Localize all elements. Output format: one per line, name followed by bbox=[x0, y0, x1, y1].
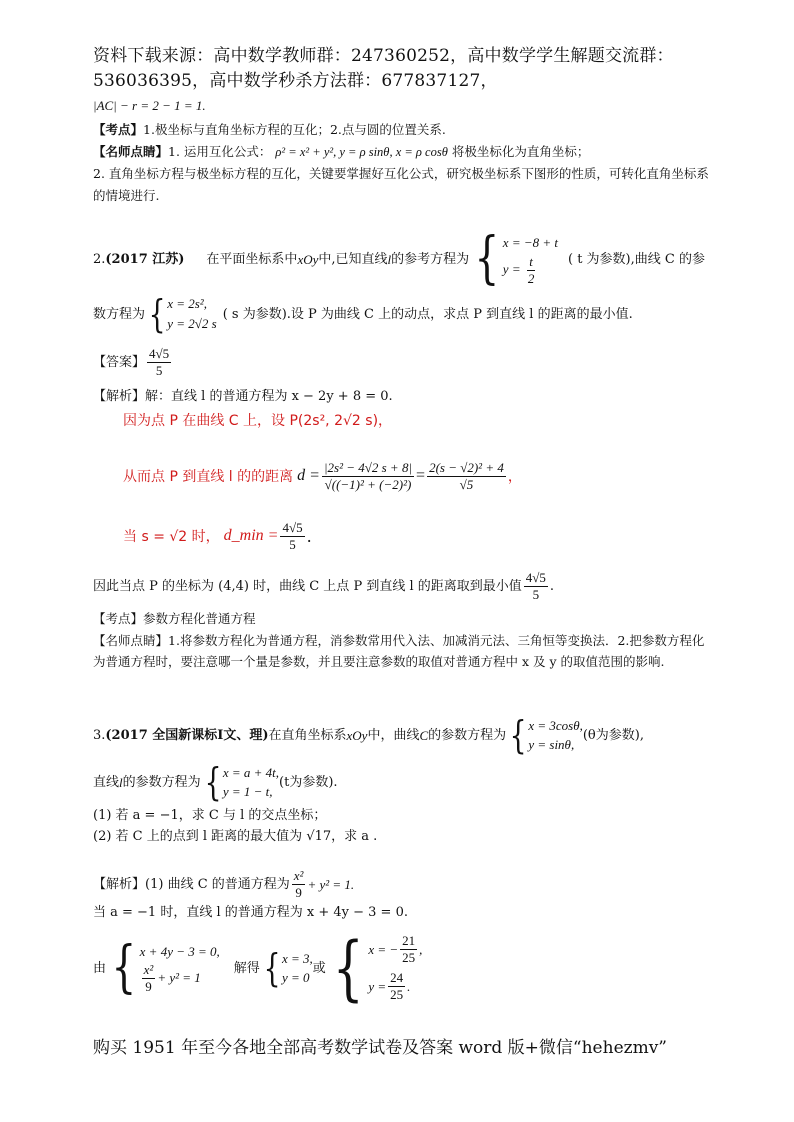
prev-mingshi: 【名师点睛】1. 运用互化公式： ρ² = x² + y², y = ρ sinθ, x = ρ cosθ 将极坐标化为直角坐标； bbox=[93, 144, 590, 159]
q3-line: 直线 l 的参数方程为 { x = a + 4t, y = 1 − t, (t为参数). bbox=[93, 760, 338, 804]
q2-red-step-1: 因为点 P 在曲线 C 上，设 P(2s², 2√2 s)， bbox=[123, 413, 393, 429]
prev-kaodian: 【考点】1.极坐标与直角坐标方程的互化；2.点与圆的位置关系. bbox=[93, 122, 446, 137]
q2-line-system: { x = −8 + t y = $\frac{t}{2}$ bbox=[474, 226, 558, 291]
purchase-footer: 购买 1951 年至今各地全部高考数学试卷及答案 word 版+微信“hehezmv” bbox=[93, 1038, 667, 1058]
q3-line-system: { x = a + 4t, y = 1 − t, bbox=[204, 760, 280, 804]
q3-sub-1: (1) 若 a = −1，求 C 与 l 的交点坐标； bbox=[93, 808, 327, 823]
prev-mingshi-2: 2. 直角坐标方程与极坐标方程的互化，关键要掌握好互化公式，研究极坐标系下图形的性质，可转化直角坐标系的情境进行. bbox=[93, 166, 709, 203]
q2-answer: 【答案】 $\frac{4√5}{5}$ bbox=[93, 346, 170, 378]
header-line-2: 536036395，高中数学秒杀方法群：677837127， bbox=[93, 71, 498, 91]
source-header bbox=[93, 44, 713, 94]
q2-mingshi: 【名师点睛】1.将参数方程化为普通方程，消参数常用代入法、加减消元法、三角恒等变换法．2.把参数方程化为普通方程时，要注意哪一个量是参数，并且要注意参数的取值对普通方程中 x 及 y 的取值范围的影响. bbox=[93, 633, 705, 669]
q3-stem: 3. (2017 全国新课标Ⅰ文、理) 在直角坐标系 xOy 中，曲线 C 的参数方程为 { x = 3cosθ, y = sinθ, (θ为参数), bbox=[93, 713, 644, 757]
q3-jiexi-2: 当 a = −1 时，直线 l 的普通方程为 x + 4y − 3 = 0. bbox=[93, 905, 408, 920]
q3-sub-2: (2) 若 C 上的点到 l 距离的最大值为 √17，求 a . bbox=[93, 829, 378, 844]
q2-conclusion: 因此当点 P 的坐标为 (4,4) 时，曲线 C 上点 P 到直线 l 的距离取到最小值 $\frac{4√5}{5}$ . bbox=[93, 569, 555, 602]
q3-system-1: { x + 4y − 3 = 0, $\frac{\text{x²}}{9}$ + y² = 1 bbox=[111, 935, 220, 1000]
q2-red-step-2: 从而点 P 到直线 l 的的距离 d = $\frac{\text{|2s² − 4√2 s + 8|}}{\text{√((−1)² + (−2)²)}}$ = $\frac{\text{2(s − √2)² + 4}}{√5}$ ， bbox=[123, 459, 522, 492]
previous-result: |AC| − r = 2 − 1 = 1. bbox=[93, 98, 206, 113]
q3-system-2: { x = 3, y = 0 bbox=[263, 946, 313, 990]
header-line-1: 资料下载来源：高中数学教师群：247360252，高中数学学生解题交流群： bbox=[93, 46, 674, 66]
q2-jiexi: 【解析】解：直线 l 的普通方程为 x − 2y + 8 = 0. bbox=[93, 389, 393, 404]
q3-system-3: { x = − $\frac{21}{25}$ , y = $\frac{24}{25}$ . bbox=[332, 927, 423, 1009]
q2-curve: 数方程为 { x = 2s², y = 2√2 s ( s 为参数).设 P 为曲线 C 上的动点，求点 P 到直线 l 的距离的最小值. bbox=[93, 292, 633, 336]
q2-stem: 2. (2017 江苏) 在平面坐标系中 xOy 中,已知直线 l 的参考方程为 { x = −8 + t y = $\frac{t}{2}$ ( t 为参数),曲线 C 的参 bbox=[93, 226, 705, 291]
q3-systems: 由 { x + 4y − 3 = 0, $\frac{\text{x²}}{9}$ + y² = 1 解得 { x = 3, y = 0 或 { x = − $\frac{21}{25}$ , y = $\frac{24}{25}$ . bbox=[93, 927, 423, 1009]
q3-curve-system: { x = 3cosθ, y = sinθ, bbox=[509, 713, 583, 757]
q3-jiexi-1: 【解析】 (1) 曲线 C 的普通方程为 $\frac{\text{x²}}{9}$ + y² = 1. bbox=[93, 867, 355, 900]
q2-kaodian: 【考点】参数方程化普通方程 bbox=[93, 611, 256, 626]
q2-curve-system: { x = 2s², y = 2√2 s bbox=[148, 292, 217, 336]
q2-red-step-3: 当 s = √2 时， d_min = $\frac{4√5}{5}$ . bbox=[123, 519, 312, 552]
